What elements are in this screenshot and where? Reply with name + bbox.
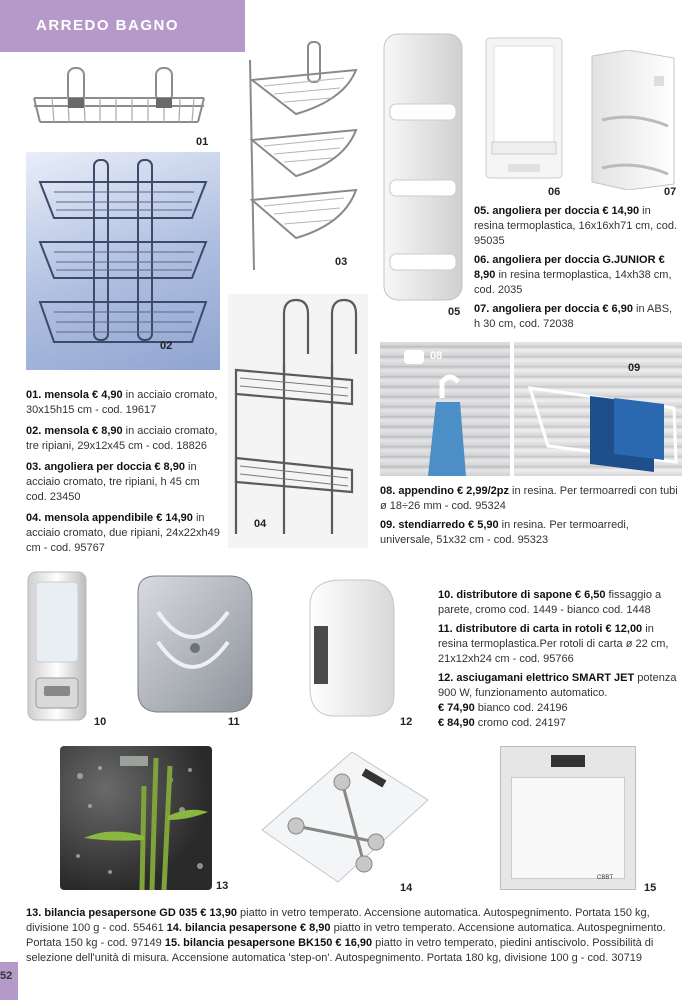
section-title: ARREDO BAGNO bbox=[36, 17, 180, 34]
label-07: 07 bbox=[664, 186, 677, 198]
label-15: 15 bbox=[644, 882, 657, 894]
label-09: 09 bbox=[628, 362, 641, 374]
product-07-title: 07. angoliera per doccia € 6,90 bbox=[474, 303, 633, 315]
product-04 bbox=[26, 511, 222, 556]
product-03-desc: in acciaio cromato, tre ripiani, h 45 cm cod. 23450 bbox=[26, 461, 200, 503]
product-06-title: 06. angoliera per doccia G.JUNIOR € 8,90 bbox=[474, 254, 665, 281]
scale-13-desc: piatto in vetro temperato. Accensione automatica. Autospegnimento. Portata 150 kg, divisione 100 g - cod. 55461 bbox=[26, 907, 650, 934]
dryer-price-white-value: € 74,90 bbox=[438, 702, 475, 714]
product-09 bbox=[380, 518, 682, 548]
products-right-top-block bbox=[474, 204, 680, 332]
dryer-price-chrome bbox=[438, 716, 682, 731]
product-image-04 bbox=[228, 294, 368, 548]
product-02-desc: in acciaio cromato, tre ripiani, 29x12x45 cm - cod. 18826 bbox=[26, 425, 218, 452]
product-09-desc: in resina. Per termoarredi, universale, 51x32 cm - cod. 95323 bbox=[380, 519, 629, 546]
label-01: 01 bbox=[196, 136, 209, 148]
scales-text-block bbox=[26, 906, 680, 966]
product-image-05 bbox=[380, 32, 466, 302]
dryer-price-white bbox=[438, 701, 682, 716]
product-08 bbox=[380, 484, 682, 514]
product-03 bbox=[26, 460, 222, 505]
page-number: 52 bbox=[0, 970, 13, 982]
product-09-title: 09. stendiarredo € 5,90 bbox=[380, 519, 499, 531]
label-04: 04 bbox=[254, 518, 267, 530]
label-13: 13 bbox=[216, 880, 229, 892]
scale-14-title: 14. bilancia pesapersone € 8,90 bbox=[166, 922, 331, 934]
dryer-price-white-desc: bianco cod. 24196 bbox=[474, 702, 568, 714]
product-image-12 bbox=[302, 576, 398, 720]
product-image-07 bbox=[588, 50, 678, 190]
products-accessories-block bbox=[438, 588, 682, 731]
products-left-block bbox=[26, 388, 222, 556]
product-image-01 bbox=[28, 62, 210, 132]
label-05: 05 bbox=[448, 306, 461, 318]
product-image-08 bbox=[380, 342, 510, 476]
product-image-06 bbox=[482, 36, 566, 182]
product-08-title: 08. appendino € 2,99/2pz bbox=[380, 485, 509, 497]
product-11-desc: in resina termoplastica.Per rotoli di carta ø 22 cm, 21x12xh24 cm - cod. 95766 bbox=[438, 623, 669, 665]
label-02: 02 bbox=[160, 340, 173, 352]
product-02 bbox=[26, 424, 222, 454]
label-14: 14 bbox=[400, 882, 413, 894]
scale-platform bbox=[511, 777, 625, 879]
product-12 bbox=[438, 671, 682, 701]
product-image-11 bbox=[128, 572, 258, 716]
product-07-desc: in ABS, h 30 cm, cod. 72038 bbox=[474, 303, 673, 330]
product-01-title: 01. mensola € 4,90 bbox=[26, 389, 123, 401]
product-11-title: 11. distributore di carta in rotoli € 12,00 bbox=[438, 623, 643, 635]
product-03-title: 03. angoliera per doccia € 8,90 bbox=[26, 461, 185, 473]
product-05-title: 05. angoliera per doccia € 14,90 bbox=[474, 205, 640, 217]
label-10: 10 bbox=[94, 716, 107, 728]
product-11 bbox=[438, 622, 682, 667]
product-07 bbox=[474, 302, 680, 332]
product-10 bbox=[438, 588, 682, 618]
label-11: 11 bbox=[228, 716, 240, 728]
dryer-price-chrome-desc: cromo cod. 24197 bbox=[474, 717, 566, 729]
product-04-desc: in acciaio cromato, due ripiani, 24x22xh49 cm - cod. 95767 bbox=[26, 512, 220, 554]
products-middle-block bbox=[380, 484, 682, 548]
product-05 bbox=[474, 204, 680, 249]
label-03: 03 bbox=[335, 256, 348, 268]
product-05-desc: in resina termoplastica, 16x16xh71 cm, cod. 95035 bbox=[474, 205, 677, 247]
scale-15-desc: piatto in vetro temperato, piedini antiscivolo. Possibilità di selezione dell'unità di misura. Accensione automatica 'step-on'. Autospegnimento. Portata 180 kg, divisione 100 g - cod. 30719 bbox=[26, 937, 654, 964]
product-01-desc: in acciaio cromato, 30x15h15 cm - cod. 19617 bbox=[26, 389, 218, 416]
product-image-13 bbox=[60, 746, 212, 890]
scale-14-desc: piatto in vetro temperato. Accensione automatica. Autospegnimento. Portata 150 kg - cod. 97149 bbox=[26, 922, 666, 949]
page-number-tab bbox=[0, 962, 18, 1000]
scale-display bbox=[551, 755, 585, 767]
scale-13-title: 13. bilancia pesapersone GD 035 € 13,90 bbox=[26, 907, 237, 919]
label-12: 12 bbox=[400, 716, 413, 728]
product-06-desc: in resina termoplastica, 14xh38 cm, cod. 2035 bbox=[474, 269, 672, 296]
product-12-title: 12. asciugamani elettrico SMART JET bbox=[438, 672, 635, 684]
product-01 bbox=[26, 388, 222, 418]
product-image-03 bbox=[244, 40, 366, 272]
product-image-14 bbox=[256, 746, 432, 884]
product-image-02 bbox=[26, 152, 220, 370]
product-06 bbox=[474, 253, 680, 298]
product-12-desc: potenza 900 W, funzionamento automatico. bbox=[438, 672, 677, 699]
product-02-title: 02. mensola € 8,90 bbox=[26, 425, 123, 437]
product-image-15 bbox=[500, 746, 636, 890]
product-08-desc: in resina. Per termoarredi con tubi ø 18÷26 mm - cod. 95324 bbox=[380, 485, 678, 512]
product-04-title: 04. mensola appendibile € 14,90 bbox=[26, 512, 193, 524]
dryer-price-chrome-value: € 84,90 bbox=[438, 717, 475, 729]
label-06: 06 bbox=[548, 186, 561, 198]
label-08: 08 bbox=[430, 350, 443, 362]
product-image-09 bbox=[514, 342, 682, 476]
section-header bbox=[0, 0, 245, 52]
product-10-desc: fissaggio a parete, cromo cod. 1449 - bianco cod. 1448 bbox=[438, 589, 662, 616]
product-image-10 bbox=[22, 570, 92, 724]
product-10-title: 10. distributore di sapone € 6,50 bbox=[438, 589, 606, 601]
scale-15-title: 15. bilancia pesapersone BK150 € 16,90 bbox=[164, 937, 373, 949]
scale-brand-mark: CBBT bbox=[597, 875, 614, 881]
